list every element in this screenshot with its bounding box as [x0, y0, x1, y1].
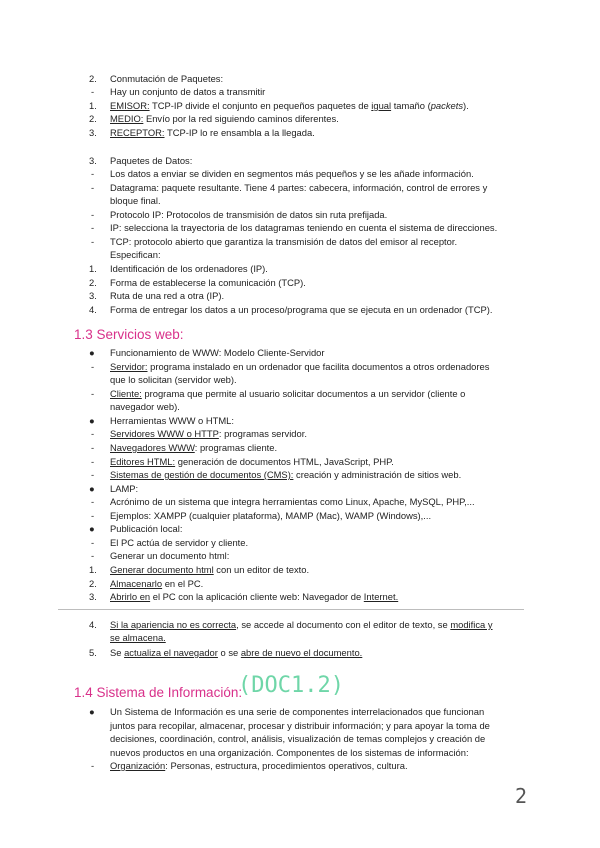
page-break-divider: [58, 609, 524, 610]
handwritten-note: (DOC1.2): [238, 673, 344, 698]
section-heading-1-4: 1.4 Sistema de Información:: [74, 685, 243, 700]
document-page: 2. Conmutación de Paquetes: - Hay un conjunto de datos a transmitir 1. EMISOR: TCP-IP divide el conjunto en pequeños paquetes de igual tamaño (packets). 2. MEDIO: Envío por la red siguiendo caminos diferentes. 3. RECEPTOR: TCP-IP lo re ensambla a la llegada. 3. Paquetes de Datos: - Los datos a enviar se dividen en segmentos más pequeños y se les añade información. - Datagrama: paquete resultante. Tiene 4 partes: cabecera, información, control de errores y bloque final. - Protocolo IP: Protocolos de transmisión de datos sin ruta prefijada. - IP: selecciona la trayectoria de los datagramas teniendo en cuenta el sistema de direcciones. - TCP: protocolo abierto que garantiza la transmisión de datos del emisor al receptor. Especifican: 1. Identificación de los ordenadores (IP). 2. Forma de establecerse la comunicación (TCP). 3. Ruta de una red a otra (IP). 4. Forma de entregar los datos a un proceso/programa que se ejecuta en un ordenador (TCP). 1.3 Servicios web: ● Funcionamiento de WWW: Modelo Cliente-Servidor - Servidor: programa instalado en un ordenador que facilita documentos a otros ordenadores que lo solicitan (servidor web). - Cliente: programa que permite al usuario solicitar documentos a un servidor (cliente o navegador web). ● Herramientas WWW o HTML: - Servidores WWW o HTTP: programas servidor. - Navegadores WWW: programas cliente. - Editores HTML: generación de documentos HTML, JavaScript, PHP. - Sistemas de gestión de documentos (CMS): creación y administración de sitios web. ● LAMP: - Acrónimo de un sistema que integra herramientas como Linux, Apache, MySQL, PHP,... - Ejemplos: XAMPP (cualquier plataforma), MAMP (Mac), WAMP (Windows),... ● Publicación local: - El PC actúa de servidor y cliente. - Generar un documento html: 1. Generar documento html con un editor de texto. 2. Almacenarlo en el PC. 3. Abrirlo en el PC con la aplicación cliente web: Navegador de Internet. 4. Si la apariencia no es correcta, se accede al documento con el editor de texto, se modifica y se almacena. 5. Se actualiza el navegador o se abre de nuevo el documento. 1.4 Sistema de Información: (DOC1.2) ● Un Sistema de Información es una serie de componentes interrelacionados que funcionan juntos para recopilar, almacenar, procesar y distribuir información; y para apoyar la toma de decisiones, coordinación, control, análisis, visualización de temas complejos y creación de nuevos productos en una organización. Componentes de los sistemas de información: - Organización: Personas, estructura, procedimientos operativos, cultura. 2: [0, 0, 600, 848]
section-heading-1-3: 1.3 Servicios web:: [74, 327, 184, 342]
page-number: 2: [515, 784, 528, 808]
